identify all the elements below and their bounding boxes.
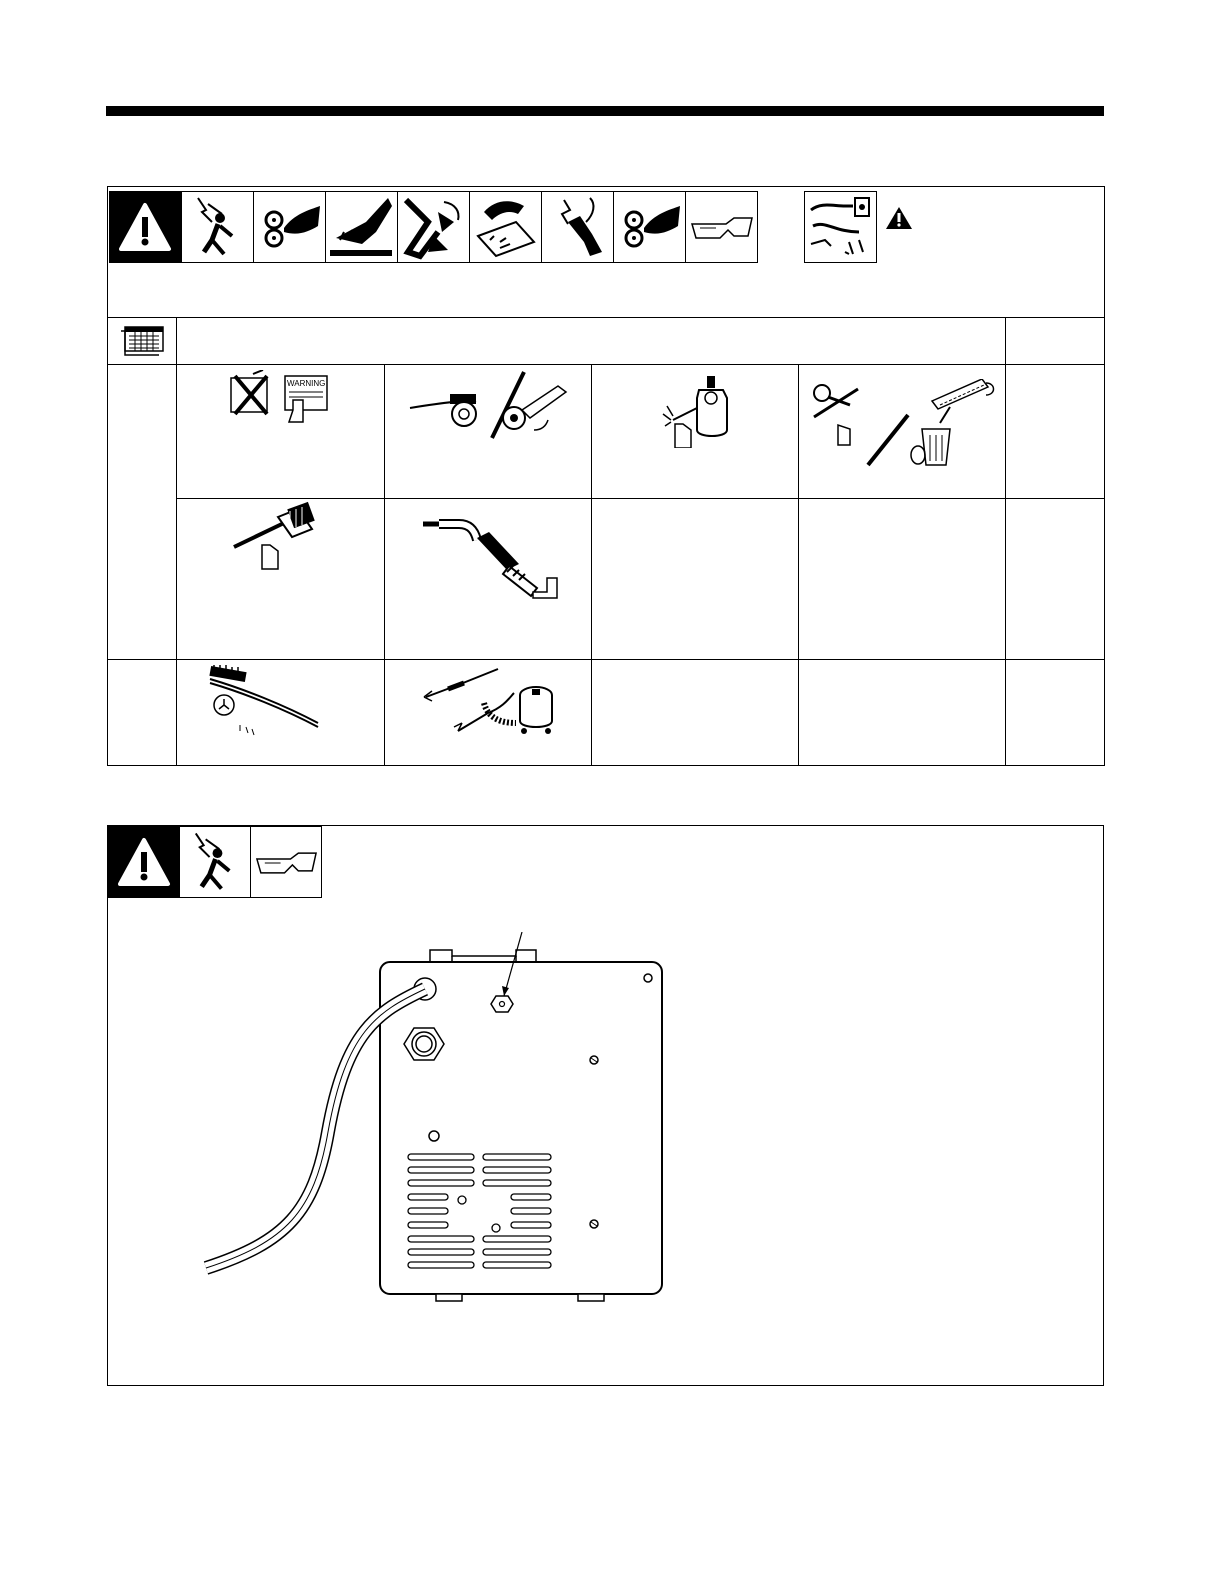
column-divider: [1005, 317, 1006, 765]
maintenance-section: [107, 186, 1105, 766]
small-warning-icon: [884, 205, 914, 231]
moving-parts-icon: [613, 191, 686, 263]
blow-out-gun-icon: [418, 663, 558, 747]
column-divider: [384, 364, 385, 765]
hot-parts-icon: [325, 191, 398, 263]
clean-inspect-wire-icon: [406, 368, 576, 450]
blowout-section: [107, 825, 1104, 1386]
replace-cables-icon: [810, 379, 998, 473]
moving-parts-icon: [253, 191, 326, 263]
column-divider: [591, 364, 592, 765]
flying-sparks-icon: [469, 191, 542, 263]
row-divider: [108, 659, 1104, 660]
disconnect-power-icon: [804, 191, 877, 263]
wire-brush-icon: [204, 665, 322, 743]
column-divider: [798, 364, 799, 765]
welding-gun-icon: [541, 191, 614, 263]
electric-shock-icon: [181, 191, 254, 263]
header-rule: [106, 106, 1104, 116]
inspect-drive-roll-icon: [228, 499, 338, 575]
clean-gun-liner-icon: [419, 518, 571, 600]
fan-hazard-icon: [397, 191, 470, 263]
calendar-icon: [119, 325, 165, 357]
electric-shock-icon: [179, 826, 251, 898]
decal-warning-text: WARNING: [287, 379, 326, 388]
welder-rear-panel-icon: [196, 932, 676, 1312]
check-spray-nozzle-icon: [653, 368, 743, 448]
table-top-border: [108, 317, 1104, 318]
warning-triangle-icon: [108, 826, 180, 898]
replace-decals-icon: [223, 370, 333, 426]
warning-triangle-icon: [109, 191, 181, 263]
column-divider: [176, 317, 177, 765]
safety-glasses-icon: [685, 191, 758, 263]
table-header-border: [108, 364, 1104, 365]
safety-glasses-icon: [250, 826, 322, 898]
